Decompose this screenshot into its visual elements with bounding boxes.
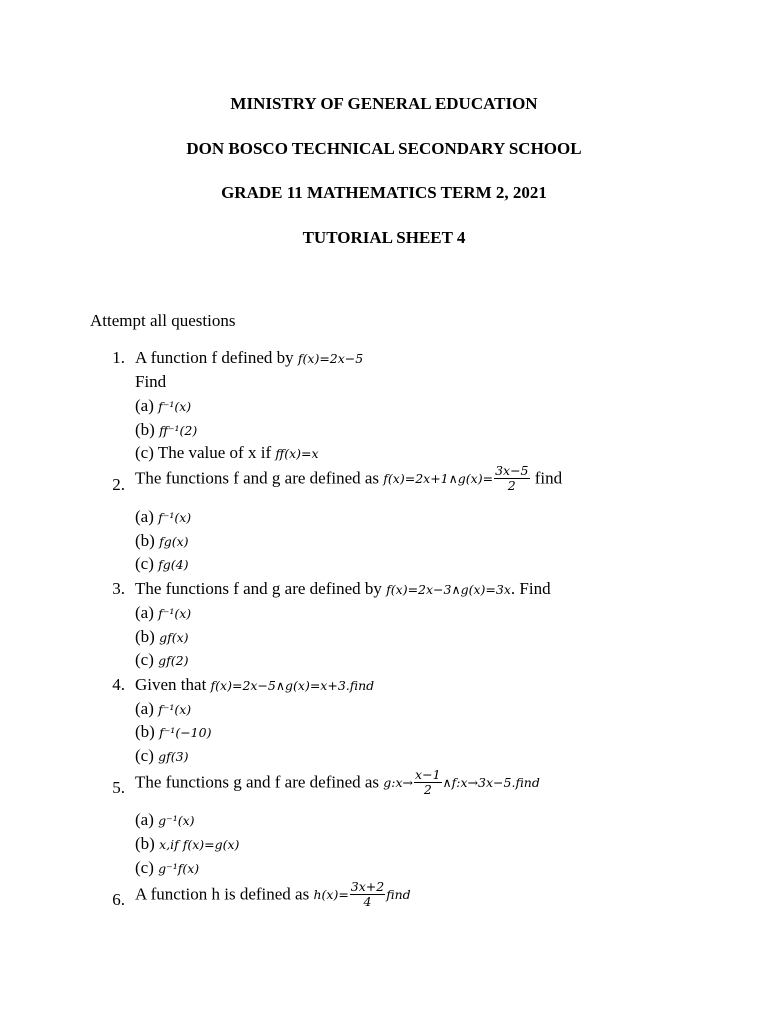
part-expression: gf(3) xyxy=(158,749,189,764)
part-expression: ff⁻¹(2) xyxy=(159,423,198,438)
question-number: 1. xyxy=(112,348,125,367)
fraction-denominator: 2 xyxy=(423,782,432,797)
part-expression: f⁻¹(−10) xyxy=(159,725,212,740)
part-label: (b) xyxy=(135,722,155,741)
instruction-text: Attempt all questions xyxy=(90,311,236,330)
function-definition: f(x)=2x−5∧g(x)=x+3.find xyxy=(210,678,375,693)
part-c xyxy=(135,443,319,463)
question-number: 2. xyxy=(112,475,125,494)
part-label: (c) xyxy=(135,650,154,669)
question-number: 6. xyxy=(112,890,125,909)
part-expression: ff(x)=x xyxy=(275,446,319,461)
function-definition: h(x)= xyxy=(313,887,349,902)
part-label: (c) xyxy=(135,554,154,573)
question-stem xyxy=(135,675,374,695)
find-text: find xyxy=(534,468,563,488)
find-text: . Find xyxy=(510,579,551,598)
part-label: (b) xyxy=(135,420,155,439)
part-b xyxy=(135,531,189,551)
stem-text: A function h is defined as xyxy=(135,884,310,904)
part-expression: gf(2) xyxy=(158,653,189,668)
part-a xyxy=(135,603,191,623)
question-number: 5. xyxy=(112,778,125,797)
part-label: (a) xyxy=(135,810,154,829)
part-label: (c) xyxy=(135,858,154,877)
part-b xyxy=(135,420,197,440)
question-stem xyxy=(135,768,540,797)
ministry-heading: MINISTRY OF GENERAL EDUCATION xyxy=(230,94,538,113)
fraction xyxy=(494,464,529,493)
part-a xyxy=(135,699,191,719)
sheet-title: TUTORIAL SHEET 4 xyxy=(302,228,466,247)
part-b xyxy=(135,722,211,742)
question-number: 4. xyxy=(112,675,125,694)
question-stem xyxy=(135,348,363,368)
part-label: (b) xyxy=(135,627,155,646)
part-label: (b) xyxy=(135,531,155,550)
part-expression: f⁻¹(x) xyxy=(158,399,192,414)
part-a xyxy=(135,810,195,830)
part-expression: x,if f(x)=g(x) xyxy=(159,837,240,852)
part-c xyxy=(135,858,199,878)
stem-text: The functions g and f are defined as xyxy=(135,772,380,792)
part-c xyxy=(135,746,188,766)
question-stem xyxy=(135,579,551,599)
part-expression: f⁻¹(x) xyxy=(158,606,192,621)
part-expression: g⁻¹(x) xyxy=(158,813,195,828)
part-label: (a) xyxy=(135,507,154,526)
stem-text: The functions f and g are defined by xyxy=(135,579,382,598)
function-definition: g:x→ xyxy=(383,775,414,790)
part-label: (c) The value of x if xyxy=(135,443,272,462)
function-definition: f(x)=2x−3∧g(x)=3x xyxy=(386,582,511,597)
fraction-denominator: 2 xyxy=(507,478,516,493)
function-definition-tail: ∧f:x→3x−5.find xyxy=(442,775,540,790)
stem-text: Given that xyxy=(135,675,207,694)
part-label: (a) xyxy=(135,603,154,622)
part-expression: f⁻¹(x) xyxy=(158,702,192,717)
part-label: (c) xyxy=(135,746,154,765)
fraction-numerator: 3x+2 xyxy=(350,879,385,894)
fraction xyxy=(350,880,385,909)
part-a xyxy=(135,507,191,527)
part-expression: gf(x) xyxy=(159,630,189,645)
fraction-numerator: 3x−5 xyxy=(495,463,529,478)
stem-text: The functions f and g are defined as xyxy=(135,468,380,488)
part-label: (b) xyxy=(135,834,155,853)
part-c xyxy=(135,650,188,670)
part-b xyxy=(135,834,239,854)
part-label: (a) xyxy=(135,396,154,415)
part-expression: f⁻¹(x) xyxy=(158,510,192,525)
question-number: 3. xyxy=(112,579,125,598)
part-expression: g⁻¹f(x) xyxy=(158,861,200,876)
part-c xyxy=(135,554,188,574)
function-definition: f(x)=2x−5 xyxy=(297,351,364,366)
fraction-denominator: 4 xyxy=(363,894,372,909)
question-stem xyxy=(135,880,411,909)
function-definition: f(x)=2x+1∧g(x)= xyxy=(383,471,494,486)
question-stem xyxy=(135,464,562,493)
school-heading: DON BOSCO TECHNICAL SECONDARY SCHOOL xyxy=(186,139,582,158)
find-label: Find xyxy=(135,372,167,391)
part-b xyxy=(135,627,189,647)
fraction xyxy=(414,768,441,797)
course-heading: GRADE 11 MATHEMATICS TERM 2, 2021 xyxy=(221,183,547,202)
stem-text: A function f defined by xyxy=(135,348,294,367)
part-a xyxy=(135,396,191,416)
part-expression: fg(4) xyxy=(158,557,189,572)
find-text: find xyxy=(386,887,411,902)
fraction-numerator: x−1 xyxy=(415,767,441,782)
part-label: (a) xyxy=(135,699,154,718)
part-expression: fg(x) xyxy=(159,534,189,549)
